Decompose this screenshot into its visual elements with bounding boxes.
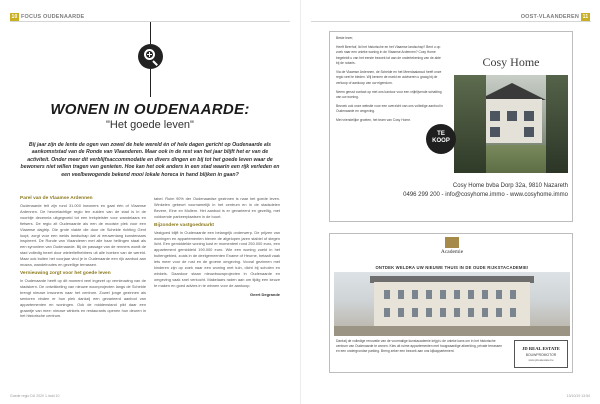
right-page-number: 11 [582,14,589,20]
ad-paragraph: Heeft Beerhof, lid het historische en het Vlaamse landschap? Bent u op zoek naar een unieke woning in de Vlaamse Ardennen? Cosy Home begeleidt u van het eerste bezoek tot aan de ondertekening van de akte bij de notaris. [336,44,441,66]
body-paragraph: In Oudenaarde heeft op dit moment veel ingezet op vernieuwing van de stadskern. De ontwikkeling van nieuwe woonprojecten langs de Schelde brengt nieuwe inwoners naar het centrum. Zowel jonge gezinnen als senioren vinden er hun plek dankzij een gevarieerd aanbod van appartementen en woningen. Ook de middenstand pikt daar een graantje van mee: nieuwe winkels en restaurants openen hun deuren in het historische centrum. [20,277,146,319]
ad-paragraph: Beste lezer, [336,36,354,40]
badge-line-2: KOOP [432,138,450,144]
icon-connector-bottom [150,69,151,97]
cosy-home-logo: Cosy Home [482,55,540,69]
academie-logo-name: Academie [440,249,464,255]
body-paragraph: Vastgoed blijft in Oudenaarde een belangrijk onderwerp. De prijzen van woningen en appartementen bleven de afgelopen jaren stabiel of stegen licht. Een gemiddelde woning kost er momenteel rond 250.000 euro, een appartement gemiddeld 190.000 euro. Wie een woning zoekt in het buitengebied, zoals in de deelgemeenten Ename of Heurne, betaalt vaak iets meer voor de rust en de groene omgeving. Vooral gezinnen met kinderen zijn op zoek naar een woning met tuin, dicht bij scholen en winkels. Daardoor staan nieuwbouwprojecten in Oudenaarde en omgeving vaak snel verkocht. Makelaars raden aan om tijdig een keuze te maken en goed advies in te winnen voor de aankoop. [154,229,280,288]
brand-name: JD REAL ESTATE [522,346,560,351]
column-heading: Parel van de Vlaamse Ardennen [20,196,93,201]
academie-advertisement [329,233,573,373]
right-print-footer: 13/10/19 13:54 [566,394,590,398]
house-photo [454,75,568,173]
cosy-home-advertisement [329,31,573,222]
author-signature: Geert Degrande [249,291,280,297]
right-header-rule [311,21,591,22]
article-lead: Bij jaar zijn de lente de ogen van zowel de hele wereld én of hele dagen gericht op Oudenaarde als aankomststad van de Ronde van Vlaanderen. Maar ook in de rest van het jaar blijft het er van de activiteit. Onder meer dit verblijfsaccommodatie en divers dingen en bij tot het goede leven waar de bewoners niet willen tragen van genieten. Hoe kan het ook anders in een stad waarin een rijk verleden en een veelbewogende bekend mooi lokale horeca in hand blijken in gaan? [20,142,280,178]
article-body [20,196,280,346]
brand-website: www.jdrealestate.be [528,358,554,362]
icon-connector-top [150,22,151,44]
left-page-header [10,13,84,21]
ad-letter [336,36,444,127]
right-page-header [521,13,590,21]
brand-subtitle: BOUWPROMOTOR [525,353,557,357]
ad-paragraph: Met vriendelijke groeten, het team van Cosy Home. [336,118,411,123]
academie-tagline: ONTDEK WELDRA UW NIEUWE THUIS IN DE OUDE RIJKSTACADEMIE! [375,265,529,270]
ad-contact: 0496 299 200 - info@cosyhome.immo - www.cosyhome.immo [403,192,568,198]
badge-line-1: TE [437,131,445,137]
te-koop-badge [426,124,456,154]
ad-address: Cosy Home bvba Dorp 32a, 9810 Nazareth [452,183,568,189]
right-page [300,0,600,404]
ad-paragraph: Via de Vlaamse Ardennen, de Schelde en het Meerdaalwoud heeft onze regio veel te bieden. Wij kennen de markt en adviseren u graag bij de verkoop of aankoop van uw eigendom. [336,70,442,85]
academie-logo [436,237,468,259]
article-title: WONEN IN OUDENAARDE: [50,101,250,118]
ad-paragraph: Neem gerust contact op met ons kantoor voor een vrijblijvende schatting van uw woning. [336,89,442,100]
article-subtitle: "Het goede leven" [106,119,194,131]
jd-real-estate-logo [514,340,568,368]
academie-ad-text: Dankzij de volledige renovatie van de voormalige kunstacademie krijgt u de unieke kans om in het historische centrum van Oudenaarde te wonen. Kies uit ruime appartementen met hoogwaardige afwerking, private terrassen en een ondergrondse parking. Breng zeker een bezoek aan ons kijkappartement. [336,339,503,353]
column-heading: Bijzondere vastgoedmarkt [154,222,214,228]
left-page-number: 10 [11,14,18,20]
magnifier-plus-icon [138,44,163,69]
left-section-title: FOCUS OUDENAARDE [21,14,85,20]
academie-logo-mark [445,237,459,248]
body-paragraph: Oudenaarde telt zijn rond 31.000 inwoners en gaat één of Vlaamse Ardennen. De heuvelachtige regio ten zuiden van de stad is in de voorbije decennia uitgegroeid tot een trekpleister voor wandelaars en fietsers. De regio zit Oudenaarde als een de mooiste plek voor een Vlaamse dagtrip. Die grote vlakte die door de Schelde richting Gent loopt, zorgt voor een weids landschap dat al eeuwenlang kunstenaars inspireert. De Ronde van Vlaanderen met alle haar hellingen staat als een synoniem van Oudenaarde. Bij de passage van de renners wordt de stad volledig bezet door wielerliefhebbers uit alle hoeken van de wereld. Maar ook buiten het voorjaar vind je in Oudenaarde een rijk aanbod aan musea, wandelroutes en gezellige terrassen. [20,203,146,268]
ad-paragraph: Bezoek ook onze website voor een overzicht van ons volledige aanbod in Oudenaarde en omgeving. [336,104,444,114]
right-section-title: OOST-VLAANDEREN [520,14,579,20]
academie-building-photo [334,272,570,336]
left-print-footer: Goede regio DU 2020 1.indd 10 [10,394,60,398]
article-column-2 [154,196,280,346]
column-heading: Vernieuwing zorgt voor het goede leven [20,270,111,276]
article-column-1 [20,196,146,346]
body-paragraph: tabel. Ruim 90% der Oudenaardse gezinnen is naar het goede leven. Winkelen gebeurt voornamelijk in het centrum en in de stadsdelen Bevere, Eine en Mullem. Het aanbod is er gevarieerd en gezellig, met voldoende parkeerplaatsen in de buurt. [154,196,280,219]
